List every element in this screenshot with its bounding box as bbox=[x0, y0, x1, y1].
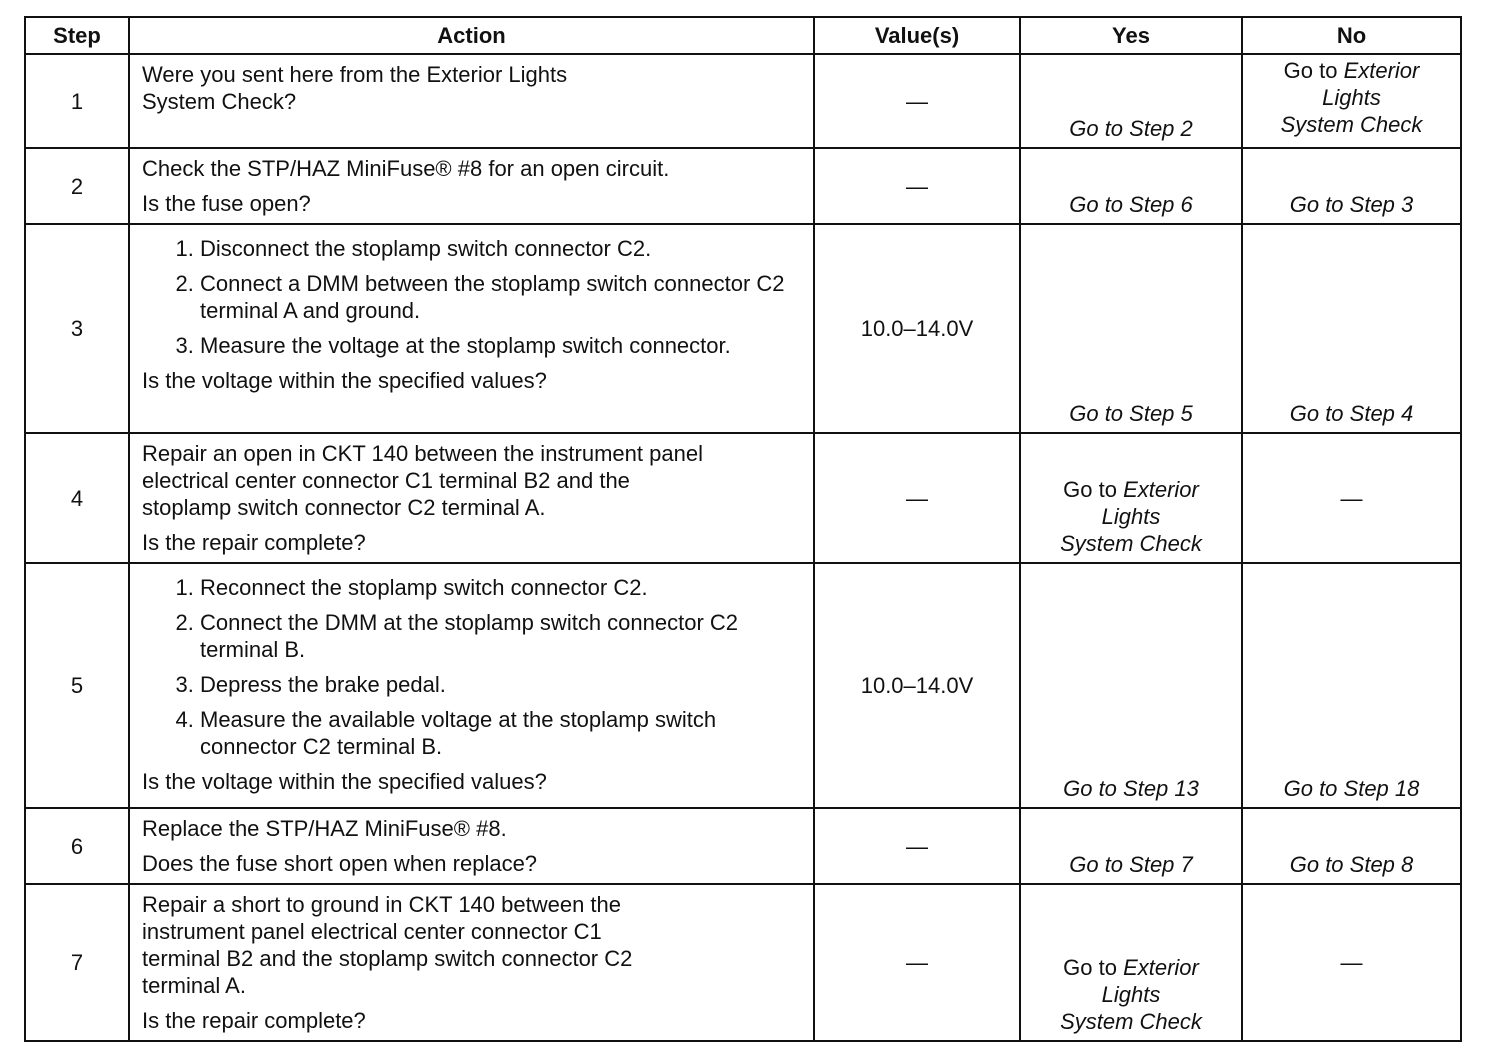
action-cell bbox=[129, 808, 814, 884]
yes-cell bbox=[1020, 54, 1242, 148]
action-cell bbox=[129, 563, 814, 808]
action-text-line: Repair a short to ground in CKT 140 between the bbox=[142, 892, 622, 917]
step-number: 5 bbox=[25, 563, 129, 808]
table-row bbox=[25, 808, 1461, 884]
action-text-line: System Check? bbox=[142, 89, 297, 114]
no-goto-link[interactable]: Go to Step 3 bbox=[1289, 192, 1414, 217]
substep-item: 1. Reconnect the stoplamp switch connector C2. bbox=[200, 574, 801, 601]
no-cell: — bbox=[1242, 433, 1461, 563]
value-cell: — bbox=[814, 54, 1020, 148]
goto-target: System Check bbox=[1280, 112, 1423, 137]
action-text-line: Repair an open in CKT 140 between the instrument panel bbox=[142, 441, 703, 466]
action-question: Is the fuse open? bbox=[142, 191, 311, 216]
header-action: Action bbox=[129, 17, 814, 54]
action-cell bbox=[129, 148, 814, 224]
substep-list bbox=[142, 235, 801, 359]
action-question: Does the fuse short open when replace? bbox=[142, 851, 538, 876]
goto-target: Exterior bbox=[1123, 477, 1199, 502]
goto-target: Exterior bbox=[1123, 955, 1199, 980]
no-goto-link[interactable] bbox=[1243, 57, 1460, 138]
no-goto-link[interactable]: Go to Step 8 bbox=[1289, 852, 1414, 877]
goto-target: Lights bbox=[1101, 982, 1161, 1007]
table-row bbox=[25, 563, 1461, 808]
action-text-line: electrical center connector C1 terminal B2 and the bbox=[142, 468, 630, 493]
step-number: 3 bbox=[25, 224, 129, 433]
goto-target: Lights bbox=[1322, 85, 1381, 110]
action-cell bbox=[129, 224, 814, 433]
step-number: 7 bbox=[25, 884, 129, 1041]
yes-cell bbox=[1020, 563, 1242, 808]
no-goto-link[interactable]: Go to Step 4 bbox=[1289, 401, 1414, 426]
value-cell: — bbox=[814, 433, 1020, 563]
yes-cell bbox=[1020, 224, 1242, 433]
goto-target: System Check bbox=[1060, 1009, 1202, 1034]
action-question: Is the repair complete? bbox=[142, 1008, 366, 1033]
yes-goto-link[interactable]: Go to Step 5 bbox=[1069, 401, 1193, 426]
action-text-line: instrument panel electrical center connector C1 bbox=[142, 919, 602, 944]
action-text-line: Check the STP/HAZ MiniFuse® #8 for an open circuit. bbox=[142, 156, 670, 181]
header-values: Value(s) bbox=[814, 17, 1020, 54]
substep-item: 1. Disconnect the stoplamp switch connector C2. bbox=[200, 235, 801, 262]
no-cell bbox=[1242, 148, 1461, 224]
diagnostic-table bbox=[24, 16, 1462, 1042]
yes-goto-link[interactable]: Go to Step 2 bbox=[1069, 116, 1193, 141]
action-question: Is the repair complete? bbox=[142, 530, 366, 555]
substep-list bbox=[142, 574, 801, 760]
action-cell bbox=[129, 54, 814, 148]
value-cell: — bbox=[814, 808, 1020, 884]
no-cell bbox=[1242, 563, 1461, 808]
no-cell bbox=[1242, 54, 1461, 148]
table-row bbox=[25, 224, 1461, 433]
action-text-line: terminal B2 and the stoplamp switch connector C2 bbox=[142, 946, 633, 971]
goto-prefix: Go to bbox=[1063, 477, 1117, 502]
table-row bbox=[25, 54, 1461, 148]
substep-item: 4. Measure the available voltage at the stoplamp switch connector C2 terminal B. bbox=[200, 706, 801, 760]
no-cell: — bbox=[1242, 884, 1461, 1041]
yes-cell bbox=[1020, 884, 1242, 1041]
substep-item: 3. Depress the brake pedal. bbox=[200, 671, 801, 698]
action-text-line: Were you sent here from the Exterior Lights bbox=[142, 62, 568, 87]
goto-target: Exterior bbox=[1343, 58, 1420, 83]
goto-prefix: Go to bbox=[1283, 58, 1338, 83]
action-cell bbox=[129, 433, 814, 563]
substep-item: 2. Connect the DMM at the stoplamp switch connector C2 terminal B. bbox=[200, 609, 801, 663]
action-question: Is the voltage within the specified values? bbox=[142, 769, 547, 794]
substep-item: 3. Measure the voltage at the stoplamp switch connector. bbox=[200, 332, 801, 359]
step-number: 6 bbox=[25, 808, 129, 884]
header-row bbox=[25, 17, 1461, 54]
substep-item: 2. Connect a DMM between the stoplamp switch connector C2 terminal A and ground. bbox=[200, 270, 801, 324]
value-cell: 10.0–14.0V bbox=[814, 563, 1020, 808]
table-row bbox=[25, 148, 1461, 224]
yes-cell bbox=[1020, 433, 1242, 563]
goto-prefix: Go to bbox=[1063, 955, 1117, 980]
value-cell: — bbox=[814, 884, 1020, 1041]
action-cell bbox=[129, 884, 814, 1041]
yes-goto-link[interactable] bbox=[1021, 954, 1241, 1035]
table-row bbox=[25, 884, 1461, 1041]
action-text-line: terminal A. bbox=[142, 973, 246, 998]
no-cell bbox=[1242, 808, 1461, 884]
value-cell: 10.0–14.0V bbox=[814, 224, 1020, 433]
action-text-line: Replace the STP/HAZ MiniFuse® #8. bbox=[142, 816, 507, 841]
table-row bbox=[25, 433, 1461, 563]
header-step: Step bbox=[25, 17, 129, 54]
goto-target: System Check bbox=[1060, 531, 1202, 556]
header-yes: Yes bbox=[1020, 17, 1242, 54]
yes-cell bbox=[1020, 808, 1242, 884]
yes-goto-link[interactable]: Go to Step 13 bbox=[1063, 776, 1199, 801]
no-cell bbox=[1242, 224, 1461, 433]
header-no: No bbox=[1242, 17, 1461, 54]
yes-goto-link[interactable] bbox=[1021, 476, 1241, 557]
step-number: 1 bbox=[25, 54, 129, 148]
no-goto-link[interactable]: Go to Step 18 bbox=[1283, 776, 1420, 801]
yes-goto-link[interactable]: Go to Step 6 bbox=[1069, 192, 1193, 217]
action-text-line: stoplamp switch connector C2 terminal A. bbox=[142, 495, 546, 520]
value-cell: — bbox=[814, 148, 1020, 224]
step-number: 4 bbox=[25, 433, 129, 563]
goto-target: Lights bbox=[1101, 504, 1161, 529]
action-question: Is the voltage within the specified values? bbox=[142, 368, 547, 393]
yes-goto-link[interactable]: Go to Step 7 bbox=[1069, 852, 1193, 877]
step-number: 2 bbox=[25, 148, 129, 224]
yes-cell bbox=[1020, 148, 1242, 224]
